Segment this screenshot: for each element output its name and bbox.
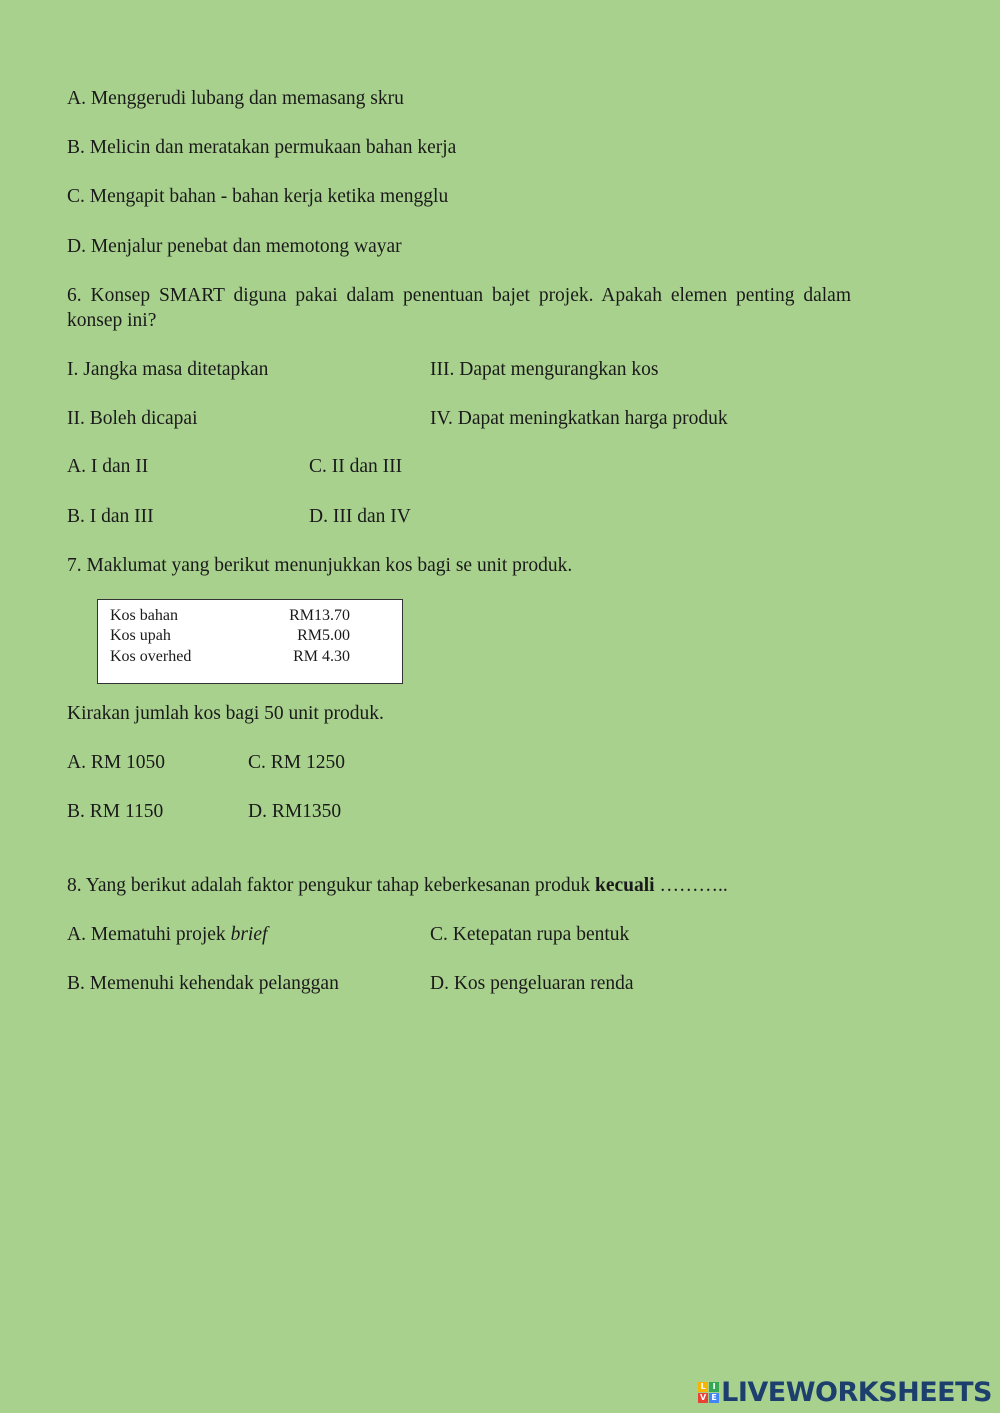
q6-option-a: A. I dan II [67,456,149,477]
q8-option-b: B. Memenuhi kehendak pelanggan [67,973,339,994]
logo-mark-e: E [709,1393,719,1403]
cost-label-upah: Kos upah [110,627,171,644]
q8-option-a-prefix: A. Mematuhi projek [67,924,231,945]
q6-question: 6. Konsep SMART diguna pakai dalam penentuan bajet projek. Apakah elemen penting dalam konsep ini? [67,285,851,331]
q7-option-b: B. RM 1150 [67,801,164,822]
q6-option-d: D. III dan IV [309,506,411,527]
q7-option-d: D. RM1350 [248,801,342,822]
q5-option-c: C. Mengapit bahan - bahan kerja ketika mengglu [67,186,449,207]
q8-option-d: D. Kos pengeluaran renda [430,973,634,994]
q6-statement-1: I. Jangka masa ditetapkan [67,359,269,380]
q5-option-d: D. Menjalur penebat dan memotong wayar [67,236,402,257]
q7-option-c: C. RM 1250 [248,752,345,773]
cost-value-upah: RM5.00 [297,627,350,644]
q8-option-a-italic: brief [230,924,268,945]
q5-option-b: B. Melicin dan meratakan permukaan bahan kerja [67,137,457,158]
liveworksheets-logo[interactable] [698,1375,992,1409]
q8-question-emphasis: kecuali [594,875,655,896]
cost-table [97,599,403,684]
q6-statement-3: III. Dapat mengurangkan kos [430,359,659,380]
logo-mark-l: L [698,1382,708,1392]
logo-text: LIVEWORKSHEETS [721,1376,992,1408]
logo-mark-v: V [700,1392,707,1402]
q7-question: 7. Maklumat yang berikut menunjukkan kos bagi se unit produk. [67,555,573,576]
q8-question-end: ……….. [654,875,728,896]
q6-statement-4: IV. Dapat meningkatkan harga produk [430,408,728,429]
cost-label-bahan: Kos bahan [110,607,178,624]
q8-question [67,873,728,898]
q8-option-a [67,922,267,947]
q7-prompt: Kirakan jumlah kos bagi 50 unit produk. [67,703,384,724]
cost-value-bahan: RM13.70 [289,607,350,624]
q6-option-b: B. I dan III [67,506,154,527]
q8-question-start: 8. Yang berikut adalah faktor pengukur tahap keberkesanan produk [67,875,595,896]
q6-option-c: C. II dan III [309,456,403,477]
logo-mark-i: I [709,1382,719,1392]
cost-label-overhed: Kos overhed [110,648,192,665]
q7-option-a: A. RM 1050 [67,752,166,773]
cost-value-overhed: RM 4.30 [293,648,350,665]
logo-mark-icon [698,1382,719,1403]
q5-option-a: A. Menggerudi lubang dan memasang skru [67,88,404,109]
q6-statement-2: II. Boleh dicapai [67,408,198,429]
q8-option-c: C. Ketepatan rupa bentuk [430,924,630,945]
